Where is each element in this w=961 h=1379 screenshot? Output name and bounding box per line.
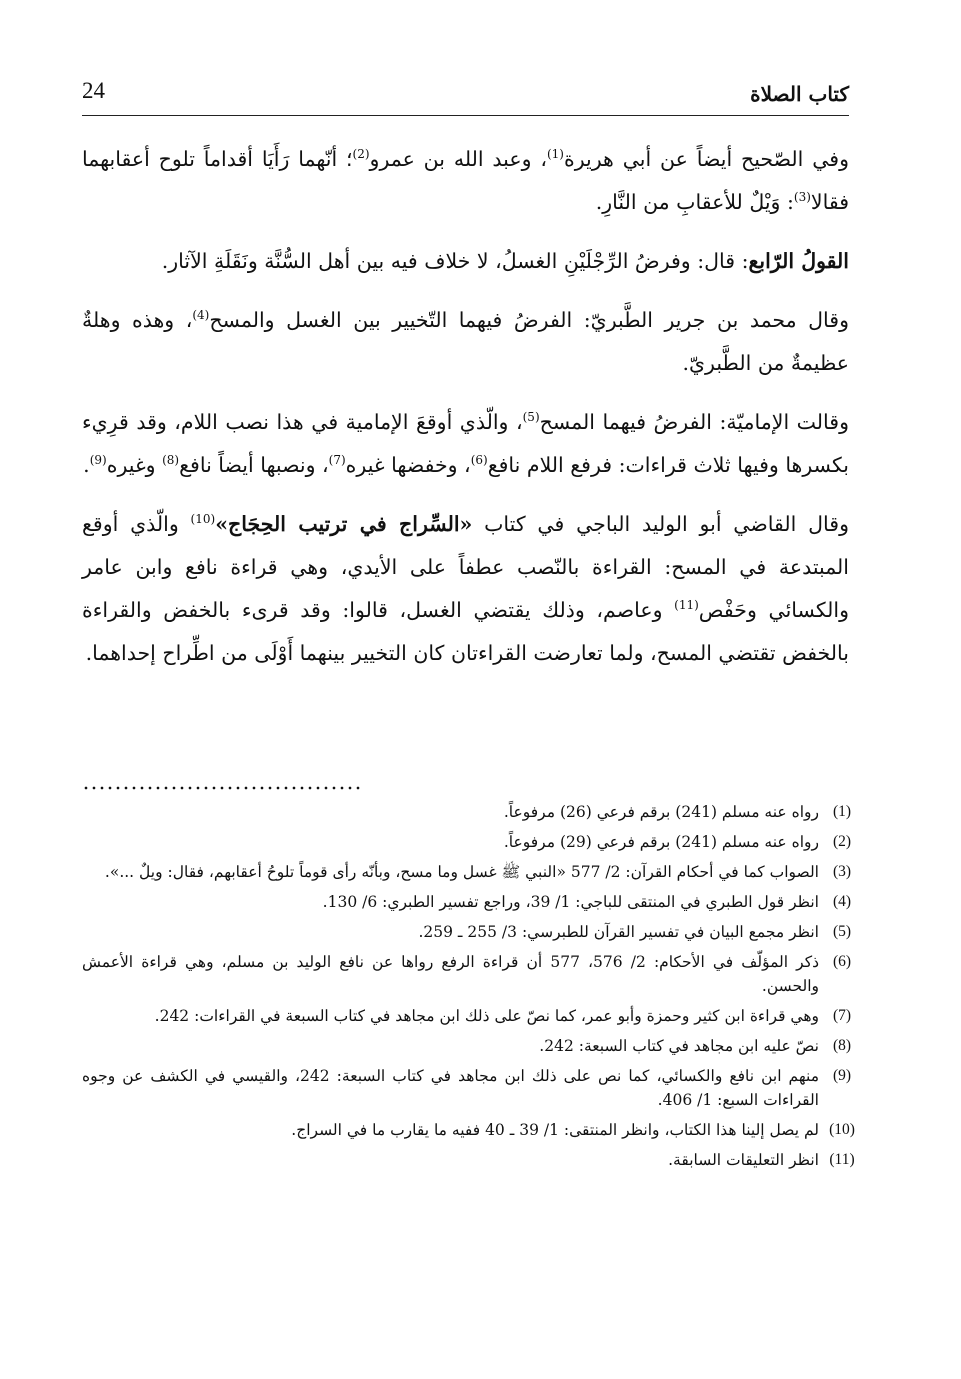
footnote-number: (2)	[832, 833, 852, 850]
footnote-text: رواه عنه مسلم (241) برقم فرعي (29) مرفوعاً.	[503, 833, 819, 851]
footnote-number: (1)	[832, 803, 852, 820]
paragraph-text: .	[83, 453, 90, 477]
footnote-number: (5)	[832, 923, 852, 940]
paragraph-1	[82, 138, 849, 224]
footnote-ref: (2)	[352, 147, 370, 162]
footnote	[82, 860, 865, 884]
paragraph-4	[82, 401, 849, 487]
paragraph-text: ، وخفضها غيره	[345, 453, 471, 477]
paragraph-3	[82, 299, 849, 385]
footnote-ref: (8)	[162, 453, 180, 468]
footnote	[82, 950, 865, 998]
paragraph-text: وفي الصّحيح أيضاً عن أبي هريرة	[563, 147, 849, 171]
footnote-text: انظر قول الطبري في المنتقى للباجي: 1/ 39، وراجع تفسير الطبري: 6/ 130.	[322, 893, 819, 911]
paragraph-text: وقال القاضي أبو الوليد الباجي في كتاب	[472, 512, 849, 536]
paragraph-text: والّذي أوقع المبتدعة في المسح: القراءة بالنّصب عطفاً على الأيدي، وهي قراءة نافع وابن عامر والكسائي وحَفْص	[82, 512, 849, 622]
footnote-ref: (5)	[522, 410, 540, 425]
paragraph-text: ، ونصبها أيضاً نافع	[179, 453, 329, 477]
footnote-ref: (9)	[89, 453, 107, 468]
paragraph-text: وقالت الإماميّة: الفرضُ فيهما المسح	[539, 410, 849, 434]
page-header	[82, 78, 849, 116]
footnote-text: منهم ابن نافع والكسائي، كما نص على ذلك ابن مجاهد في كتاب السبعة: 242، والقيسي في الكشف عن وجوه القراءات السبع: 1/ 406.	[82, 1067, 819, 1109]
footnote-ref: (7)	[328, 453, 346, 468]
header-rule	[82, 115, 849, 116]
footnotes	[82, 800, 865, 1178]
footnote-text: نصّ عليه ابن مجاهد في كتاب السبعة: 242.	[539, 1037, 819, 1055]
footnote-ref: (3)	[793, 190, 811, 205]
footnote-ref: (10)	[190, 512, 216, 527]
footnote-number: (9)	[832, 1067, 852, 1084]
paragraph-text: وغيره	[106, 453, 163, 477]
paragraph-5	[82, 503, 849, 675]
footnote-text: ذكر المؤلّف في الأحكام: 2/ 576، 577 أن قراءة الرفع رواها عن نافع الوليد بن مسلم، وهي قراءة الأعمش والحسن.	[82, 953, 819, 995]
footnote	[82, 830, 865, 854]
footnote	[82, 1118, 865, 1142]
footnote-text: انظر مجمع البيان في تفسير القرآن للطبرسي: 3/ 255 ـ 259.	[418, 923, 819, 941]
footnote	[82, 920, 865, 944]
footnote-number: (10)	[829, 1121, 855, 1138]
paragraph-text: وقال محمد بن جرير الطَّبريّ: الفرضُ فيهما التّخيير بين الغسل والمسح	[209, 308, 849, 332]
section-heading: القولُ الرّابع	[748, 249, 849, 273]
footnote	[82, 800, 865, 824]
book-title: كتاب الصلاة	[750, 82, 849, 106]
footnote-number: (11)	[829, 1151, 855, 1168]
footnote	[82, 1004, 865, 1028]
paragraph-2	[82, 240, 849, 283]
footnote	[82, 1148, 865, 1172]
main-text	[82, 138, 849, 691]
footnote-separator	[82, 786, 362, 790]
page-number: 24	[82, 78, 105, 103]
paragraph-text: ، وهذه وهلةٌ عظيمةٌ من الطَّبريّ.	[82, 308, 849, 375]
footnote-ref: (1)	[546, 147, 564, 162]
paragraph-text: ، والّذي أوقعَ الإمامية في هذا نصب اللام، وقد قرِيء بكسرها وفيها ثلاث قراءات: فرفع اللام نافع	[82, 410, 849, 477]
paragraph-text: ؛ أنّهما رَأَيَا أقداماً تلوح أعقابهما فقالا	[82, 147, 849, 214]
footnote	[82, 1034, 865, 1058]
footnote-text: انظر التعليقات السابقة.	[668, 1151, 819, 1169]
footnote	[82, 890, 865, 914]
paragraph-text: وعاصم، وذلك يقتضي الغسل، قالوا: وقد قرىء بالخفض والقراءة بالخفض تقتضي المسح، ولما تعارضت القراءتان كان التخيير بينهما أَوْلَى من اطِّراح إحداهما.	[82, 598, 849, 665]
footnote-text: رواه عنه مسلم (241) برقم فرعي (26) مرفوعاً.	[503, 803, 819, 821]
book-citation: «السِّراج في ترتيب الحِجَاج»	[215, 512, 473, 536]
paragraph-text: : وَيْلٌ للأعقابِ من النَّارِ.	[595, 190, 794, 214]
footnote-number: (6)	[832, 953, 852, 970]
footnote-text: وهي قراءة ابن كثير وحمزة وأبو عمر، كما نصّ على ذلك ابن مجاهد في كتاب السبعة في القراءات: 242.	[154, 1007, 819, 1025]
footnote-number: (3)	[832, 863, 852, 880]
footnote-number: (8)	[832, 1037, 852, 1054]
footnote-ref: (4)	[192, 308, 210, 323]
footnote-number: (7)	[832, 1007, 852, 1024]
paragraph-text: : قال: وفرضُ الرِّجْلَيْنِ الغسلُ، لا خلاف فيه بين أهل السُّنَّة ونَقَلَةِ الآثار.	[161, 249, 749, 273]
footnote-text: لم يصل إلينا هذا الكتاب، وانظر المنتقى: 1/ 39 ـ 40 ففيه ما يقارب ما في السراج.	[291, 1121, 819, 1139]
footnote-ref: (11)	[674, 598, 699, 613]
footnote-ref: (6)	[470, 453, 488, 468]
paragraph-text: ، وعبد الله بن عمرو	[369, 147, 547, 171]
footnote	[82, 1064, 865, 1112]
footnote-number: (4)	[832, 893, 852, 910]
footnote-text: الصواب كما في أحكام القرآن: 2/ 577 «النبي ﷺ غسل وما مسح، وبأنّه رأى قوماً تلوحُ أعقابهم، فقال: ويلٌ ...».	[104, 863, 819, 881]
